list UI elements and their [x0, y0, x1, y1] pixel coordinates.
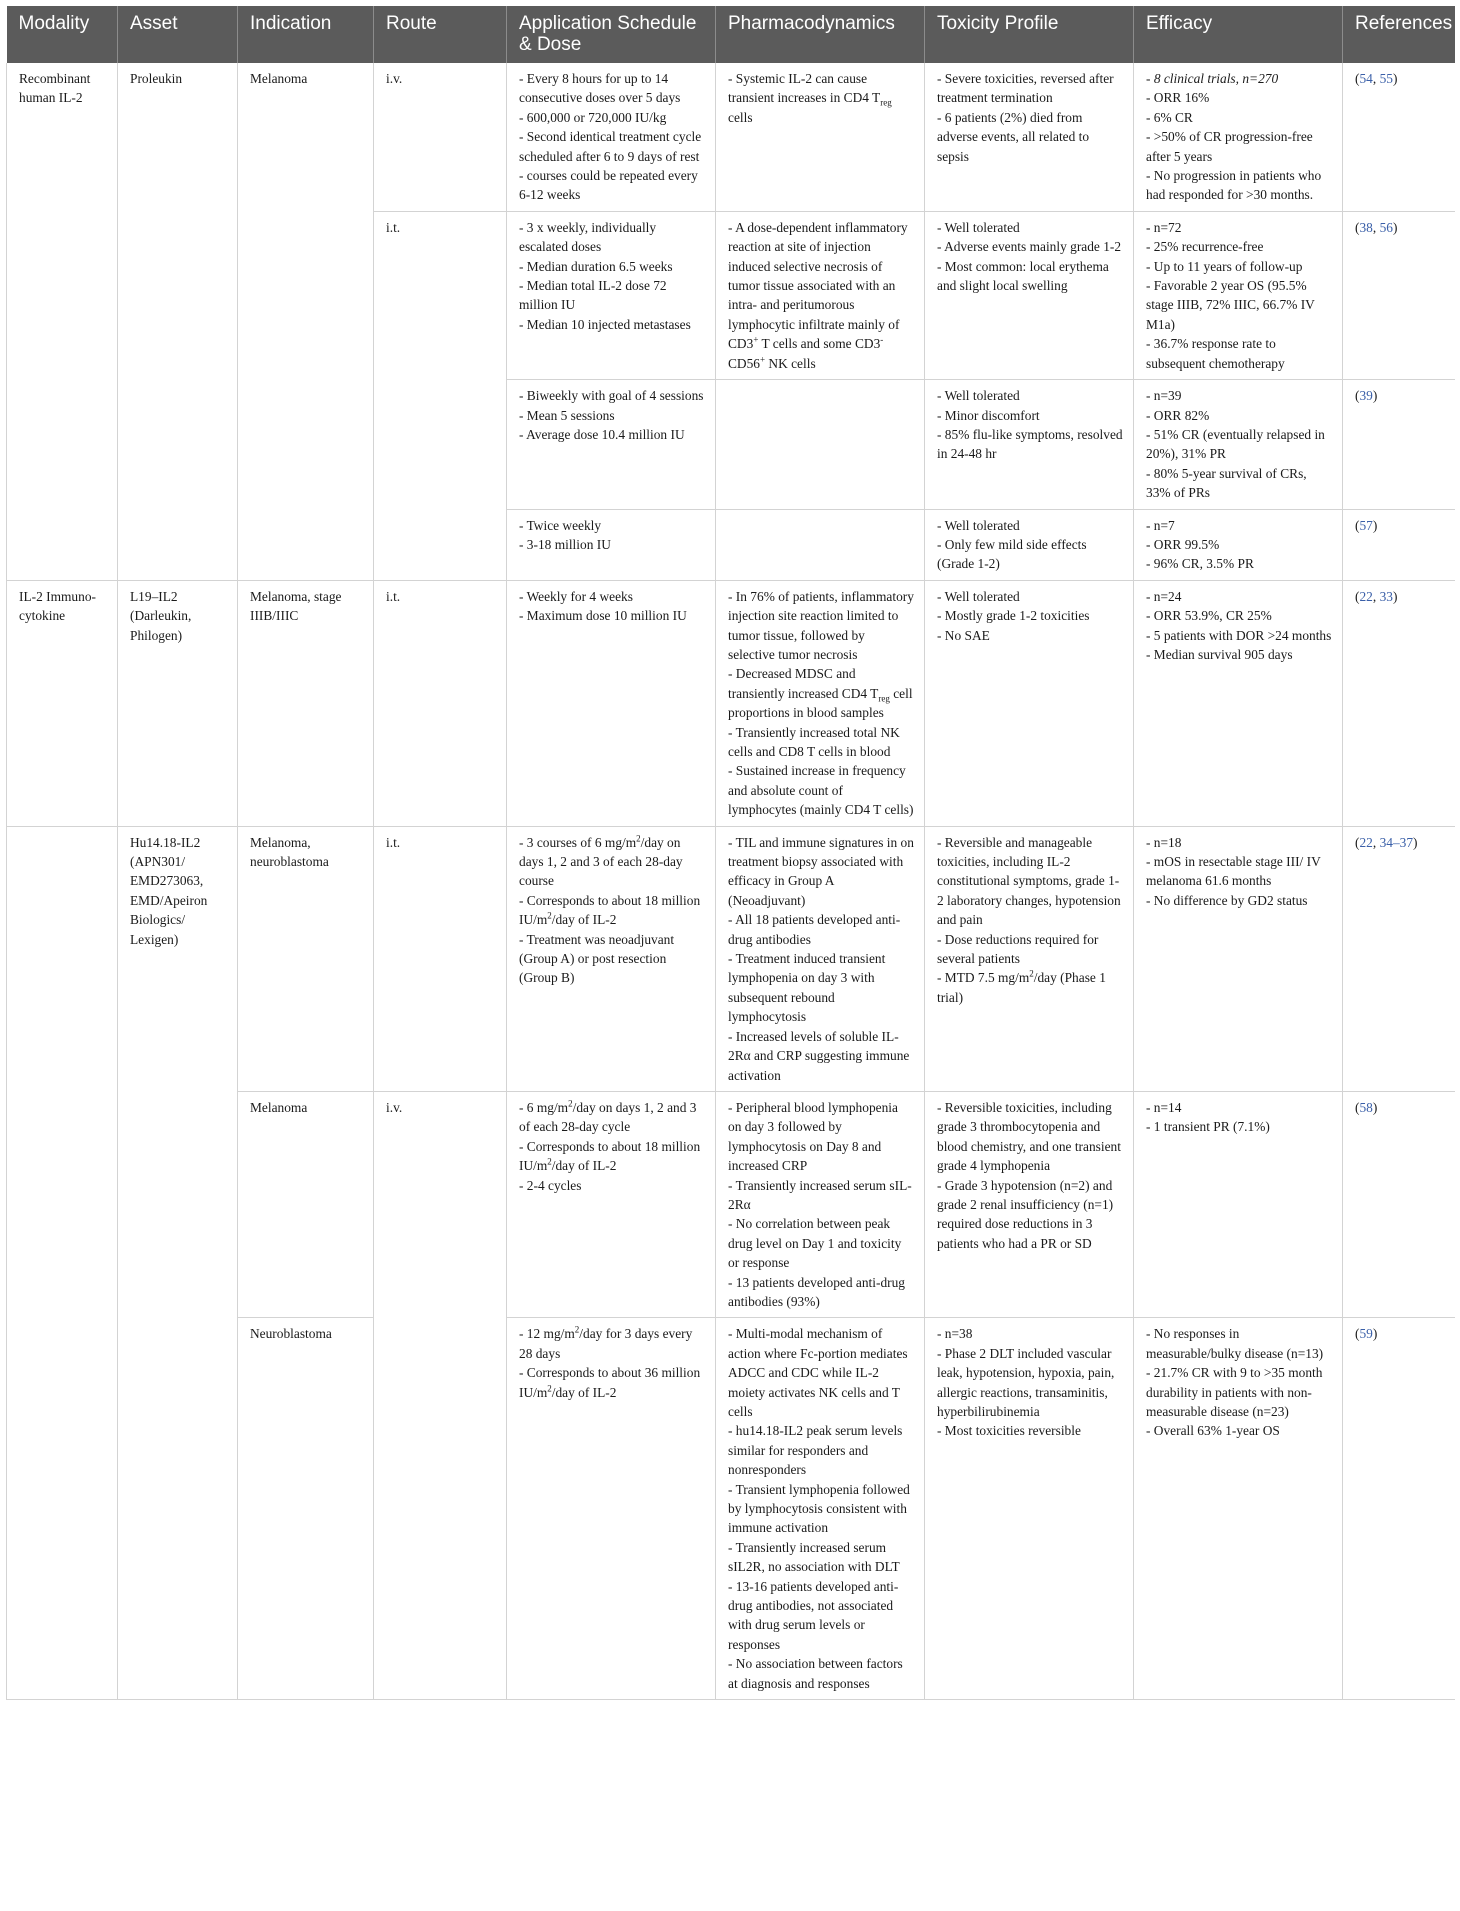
cell-line: - 96% CR, 3.5% PR: [1146, 556, 1254, 572]
cell-toxicity: [925, 1318, 1134, 1700]
cell-schedule: [507, 1318, 716, 1700]
cell-toxicity: [925, 63, 1134, 211]
cell-references: (57): [1343, 509, 1455, 580]
cell-line: - 13 patients developed anti-drug antibodies (93%): [728, 1274, 906, 1309]
header-row: [7, 6, 1455, 63]
cell-line: - MTD 7.5 $mg/m^2$/day (Phase 1 trial): [937, 969, 1106, 1005]
cell-line: - No responses in measurable/bulky disease (n=13): [1146, 1326, 1324, 1361]
cell-line: - Well tolerated: [937, 588, 1020, 604]
reference-link[interactable]: 58: [1359, 1099, 1373, 1115]
cell-schedule: [507, 826, 716, 1091]
cell-efficacy: [1134, 1318, 1343, 1700]
cell-line: - 6 patients (2%) died from adverse events, all related to sepsis: [937, 109, 1090, 164]
cell-line: - Transiently increased serum sIL2R, no association with DLT: [728, 1539, 900, 1575]
cell-schedule: [507, 509, 716, 580]
cell-line: - Well tolerated: [937, 388, 1020, 404]
cell-line: - Grade 3 hypotension (n=2) and grade 2 renal insufficiency (n=1) required dose reductions in 3 patients who had a PR or SD: [937, 1177, 1114, 1251]
cell-efficacy: [1134, 211, 1343, 379]
cell-references: (39): [1343, 380, 1455, 509]
cell-references: (59): [1343, 1318, 1455, 1700]
cell-line: - 13-16 patients developed anti-drug antibodies, not associated with drug serum levels or responses: [728, 1578, 899, 1652]
cell-line: - 600,000 or 720,000 IU/kg: [519, 109, 667, 125]
cell-line: - Well tolerated: [937, 517, 1020, 533]
reference-link[interactable]: 22: [1359, 588, 1373, 604]
cell-schedule: [507, 211, 716, 379]
cell-references: (22, 34–37): [1343, 826, 1455, 1091]
cell-toxicity: [925, 580, 1134, 826]
cell-indication: Melanoma: [238, 1091, 374, 1317]
header-pharmacodynamics: Pharmacodynamics: [716, 6, 925, 63]
cell-line: - Corresponds to about 18 million $IU/m^2$/day of IL-2: [519, 892, 701, 928]
cell-line: - Corresponds to about 18 million $IU/m^2$/day of IL-2: [519, 1138, 701, 1174]
cell-line: - Corresponds to about 36 million $IU/m^2$/day of IL-2: [519, 1365, 701, 1400]
cell-line: - 6% CR: [1146, 109, 1193, 125]
cell-line: - No SAE: [937, 627, 990, 643]
table-container: [6, 6, 1454, 1700]
cell-efficacy: [1134, 1091, 1343, 1317]
cell-line: - No association between factors at diagnosis and responses: [728, 1656, 903, 1691]
reference-link[interactable]: 54: [1359, 71, 1373, 86]
cell-line: - Transiently increased serum sIL-2Rα: [728, 1177, 912, 1212]
cell-route: i.t.: [374, 211, 507, 580]
cell-line: - Most common: local erythema and slight local swelling: [937, 258, 1109, 294]
cell-line: - ORR 82%: [1146, 407, 1210, 423]
cell-indication: Melanoma, neuroblastoma: [238, 826, 374, 1091]
cell-references: (22, 33): [1343, 580, 1455, 826]
cell-line: - Median duration 6.5 weeks: [519, 258, 673, 274]
cell-line: - Biweekly with goal of 4 sessions: [519, 388, 704, 404]
cell-line: - n=38: [937, 1326, 973, 1342]
cell-asset: L19–IL2 (Darleukin, Philogen): [118, 580, 238, 826]
cell-line: - Sustained increase in frequency and absolute count of lymphocytes (mainly CD4 T cells): [728, 763, 914, 818]
cell-indication: Neuroblastoma: [238, 1318, 374, 1700]
cell-line: - Transiently increased total NK cells and CD8 T cells in blood: [728, 724, 900, 759]
cell-references: (58): [1343, 1091, 1455, 1317]
cell-line: - n=14: [1146, 1099, 1182, 1115]
cell-line: - Favorable 2 year OS (95.5% stage IIIB, 72% IIIC, 66.7% IV M1a): [1146, 278, 1315, 332]
cell-indication: Melanoma, stage IIIB/IIIC: [238, 580, 374, 826]
cell-line: - Every 8 hours for up to 14 consecutive doses over 5 days: [519, 71, 681, 106]
cell-efficacy: [1134, 826, 1343, 1091]
cell-pharmacodynamics: [716, 1318, 925, 1700]
cell-line: - Treatment induced transient lymphopenia on day 3 with subsequent rebound lymphocytosis: [728, 951, 886, 1025]
reference-link[interactable]: 33: [1379, 588, 1393, 604]
cell-line: - 6 $mg/m^2$/day on days 1, 2 and 3 of each 28-day cycle: [519, 1098, 697, 1135]
cell-toxicity: [925, 1091, 1134, 1317]
cell-line: - 1 transient PR (7.1%): [1146, 1119, 1270, 1135]
cell-line: - Second identical treatment cycle scheduled after 6 to 9 days of rest: [519, 129, 702, 164]
cell-efficacy: [1134, 580, 1343, 826]
cell-line: - Minor discomfort: [937, 407, 1040, 423]
cell-line: - TIL and immune signatures in on treatment biopsy associated with efficacy in Group A (Neoadjuvant): [728, 834, 914, 908]
cell-line: - Average dose 10.4 million IU: [519, 426, 685, 442]
cell-references: (38, 56): [1343, 211, 1455, 379]
cell-line: - ORR 16%: [1146, 90, 1210, 106]
cell-line: - Most toxicities reversible: [937, 1423, 1081, 1439]
cell-line: - Adverse events mainly grade 1-2: [937, 239, 1122, 255]
reference-link[interactable]: 22: [1359, 834, 1373, 850]
cell-modality: [7, 826, 118, 1699]
header-indication: Indication: [238, 6, 374, 63]
cell-indication: Melanoma: [238, 63, 374, 580]
cell-line: - 3 courses of 6 $mg/m^2$/day on days 1, 2 and 3 of each 28-day course: [519, 833, 683, 889]
cell-line: - Weekly for 4 weeks: [519, 588, 633, 604]
cell-line: - No correlation between peak drug level on Day 1 and toxicity or response: [728, 1216, 902, 1271]
cell-pharmacodynamics: [716, 509, 925, 580]
reference-link[interactable]: 38: [1359, 219, 1373, 235]
cell-line: - 25% recurrence-free: [1146, 239, 1264, 255]
cell-line: - Up to 11 years of follow-up: [1146, 258, 1303, 274]
header-toxicity: Toxicity Profile: [925, 6, 1134, 63]
cell-line: - ORR 99.5%: [1146, 536, 1220, 552]
cell-line: - n=7: [1146, 517, 1175, 533]
cell-modality: IL-2 Immuno-cytokine: [7, 580, 118, 826]
cell-toxicity: [925, 509, 1134, 580]
header-schedule: Application Schedule & Dose: [507, 6, 716, 63]
cell-route: i.v.: [374, 1091, 507, 1699]
cell-pharmacodynamics: [716, 380, 925, 509]
cell-line: - 12 $mg/m^2$/day for 3 days every 28 days: [519, 1324, 693, 1361]
cell-line: - Transient lymphopenia followed by lymphocytosis consistent with immune activation: [728, 1481, 910, 1536]
cell-route: i.t.: [374, 580, 507, 826]
cell-line: - n=24: [1146, 588, 1182, 604]
cell-line: - >50% of CR progression-free after 5 years: [1146, 129, 1313, 164]
cell-line: - A dose-dependent inflammatory reaction at site of injection induced selective necrosis of tumor tissue associated with an intra- and peritumorous lymphocytic infiltrate mainly of CD3+ T cells and some CD3-CD56+ NK cells: [728, 219, 908, 371]
cell-schedule: [507, 580, 716, 826]
cell-line: - 2-4 cycles: [519, 1177, 582, 1193]
cell-efficacy: [1134, 509, 1343, 580]
cell-pharmacodynamics: [716, 1091, 925, 1317]
cell-references: (54, 55): [1343, 63, 1455, 211]
header-efficacy: Efficacy: [1134, 6, 1343, 63]
cell-line: - Increased levels of soluble IL-2Rα and CRP suggesting immune activation: [728, 1028, 910, 1083]
cell-line: - Median 10 injected metastases: [519, 316, 691, 332]
cell-line: - Twice weekly: [519, 517, 602, 533]
cell-line: - Median total IL-2 dose 72 million IU: [519, 278, 667, 313]
cell-asset: Hu14.18-IL2 (APN301/ EMD273063, EMD/Apeiron Biologics/ Lexigen): [118, 826, 238, 1699]
cell-line: - Median survival 905 days: [1146, 646, 1293, 662]
header-asset: Asset: [118, 6, 238, 63]
cell-line: - Multi-modal mechanism of action where Fc-portion mediates ADCC and CDC while IL-2 moiety activates NK cells and T cells: [728, 1326, 908, 1419]
cell-line: - 51% CR (eventually relapsed in 20%), 31% PR: [1146, 426, 1325, 462]
cell-schedule: [507, 380, 716, 509]
cell-toxicity: [925, 211, 1134, 379]
cell-line: - 85% flu-like symptoms, resolved in 24-48 hr: [937, 426, 1123, 462]
cell-line: - 3 x weekly, individually escalated doses: [519, 219, 657, 255]
cell-pharmacodynamics: [716, 826, 925, 1091]
cell-line: - 21.7% CR with 9 to >35 month durability in patients with non-measurable disease (n=23): [1146, 1365, 1323, 1419]
cell-line: - Decreased MDSC and transiently increased CD4 $T_{reg}$ cell proportions in blood samples: [728, 666, 913, 721]
cell-line: - Maximum dose 10 million IU: [519, 608, 687, 624]
efficacy-italic-note: 8 clinical trials, n=270: [1153, 71, 1279, 86]
cell-line: - mOS in resectable stage III/ IV melanoma 61.6 months: [1146, 854, 1321, 889]
cell-line: - n=72: [1146, 219, 1182, 235]
cell-route: i.t.: [374, 826, 507, 1091]
cell-line: - Systemic IL-2 can cause transient increases in CD4 $T_{reg}$ cells: [728, 71, 892, 125]
header-modality: Modality: [7, 6, 118, 63]
cell-line: - In 76% of patients, inflammatory injection site reaction limited to tumor tissue, followed by selective tumor necrosis: [728, 588, 914, 662]
cell-line: - Dose reductions required for several patients: [937, 931, 1099, 967]
cell-line: - 80% 5-year survival of CRs, 33% of PRs: [1146, 465, 1307, 501]
cell-line: - Treatment was neoadjuvant (Group A) or post resection (Group B): [519, 931, 675, 986]
cell-pharmacodynamics: [716, 63, 925, 211]
cell-efficacy: - 8 clinical trials, n=270 - ORR 16% - 6% CR - >50% of CR progression-free after 5 years - No progression in patients who had responded for >30 months.: [1134, 63, 1343, 211]
cell-line: - Peripheral blood lymphopenia on day 3 followed by lymphocytosis on Day 8 and increased CRP: [728, 1099, 898, 1174]
cell-pharmacodynamics: [716, 211, 925, 379]
cell-route: i.v.: [374, 63, 507, 211]
cell-line: - No progression in patients who had responded for >30 months.: [1146, 168, 1322, 203]
table-row: [7, 826, 1455, 1091]
cell-line: - Well tolerated: [937, 219, 1020, 235]
cell-asset: Proleukin: [118, 63, 238, 580]
header-route: Route: [374, 6, 507, 63]
cell-line: - 36.7% response rate to subsequent chemotherapy: [1146, 336, 1285, 371]
table-row: [7, 580, 1455, 826]
cell-line: - n=18: [1146, 834, 1182, 850]
reference-link[interactable]: 39: [1359, 388, 1373, 404]
data-table: [6, 6, 1455, 1700]
cell-line: - Reversible and manageable toxicities, including IL-2 constitutional symptoms, grade 1-2 laboratory changes, hypotension and pain: [937, 834, 1121, 928]
cell-line: - Only few mild side effects (Grade 1-2): [937, 536, 1087, 572]
cell-line: - Phase 2 DLT included vascular leak, hypotension, hypoxia, pain, allergic reactions, transaminitis, hyperbilirubinemia: [937, 1345, 1115, 1419]
cell-line: - 3-18 million IU: [519, 536, 611, 552]
cell-line: - All 18 patients developed anti-drug antibodies: [728, 912, 901, 947]
cell-line: - ORR 53.9%, CR 25%: [1146, 608, 1272, 624]
cell-toxicity: [925, 826, 1134, 1091]
cell-line: - hu14.18-IL2 peak serum levels similar for responders and nonresponders: [728, 1423, 903, 1478]
cell-schedule: [507, 1091, 716, 1317]
cell-line: - Mostly grade 1-2 toxicities: [937, 608, 1090, 624]
cell-schedule: [507, 63, 716, 211]
cell-line: - n=39: [1146, 388, 1182, 404]
reference-link[interactable]: 56: [1379, 219, 1393, 235]
cell-modality: Recombinant human IL-2: [7, 63, 118, 580]
reference-link[interactable]: 59: [1359, 1326, 1373, 1342]
cell-line: - courses could be repeated every 6-12 weeks: [519, 168, 698, 203]
cell-efficacy: [1134, 380, 1343, 509]
header-references: References: [1343, 6, 1455, 63]
cell-toxicity: [925, 380, 1134, 509]
reference-link[interactable]: 55: [1379, 71, 1393, 86]
cell-pharmacodynamics: [716, 580, 925, 826]
cell-line: - 5 patients with DOR >24 months: [1146, 627, 1332, 643]
cell-line: - No difference by GD2 status: [1146, 892, 1308, 908]
reference-link[interactable]: 57: [1359, 517, 1373, 533]
reference-link[interactable]: 34–37: [1379, 834, 1414, 850]
cell-line: - Mean 5 sessions: [519, 407, 615, 423]
cell-line: - Severe toxicities, reversed after treatment termination: [937, 71, 1114, 106]
cell-line: - Reversible toxicities, including grade 3 thrombocytopenia and blood chemistry, and one transient grade 4 lymphopenia: [937, 1099, 1121, 1174]
table-row: [7, 63, 1455, 211]
cell-line: - Overall 63% 1-year OS: [1146, 1423, 1280, 1439]
